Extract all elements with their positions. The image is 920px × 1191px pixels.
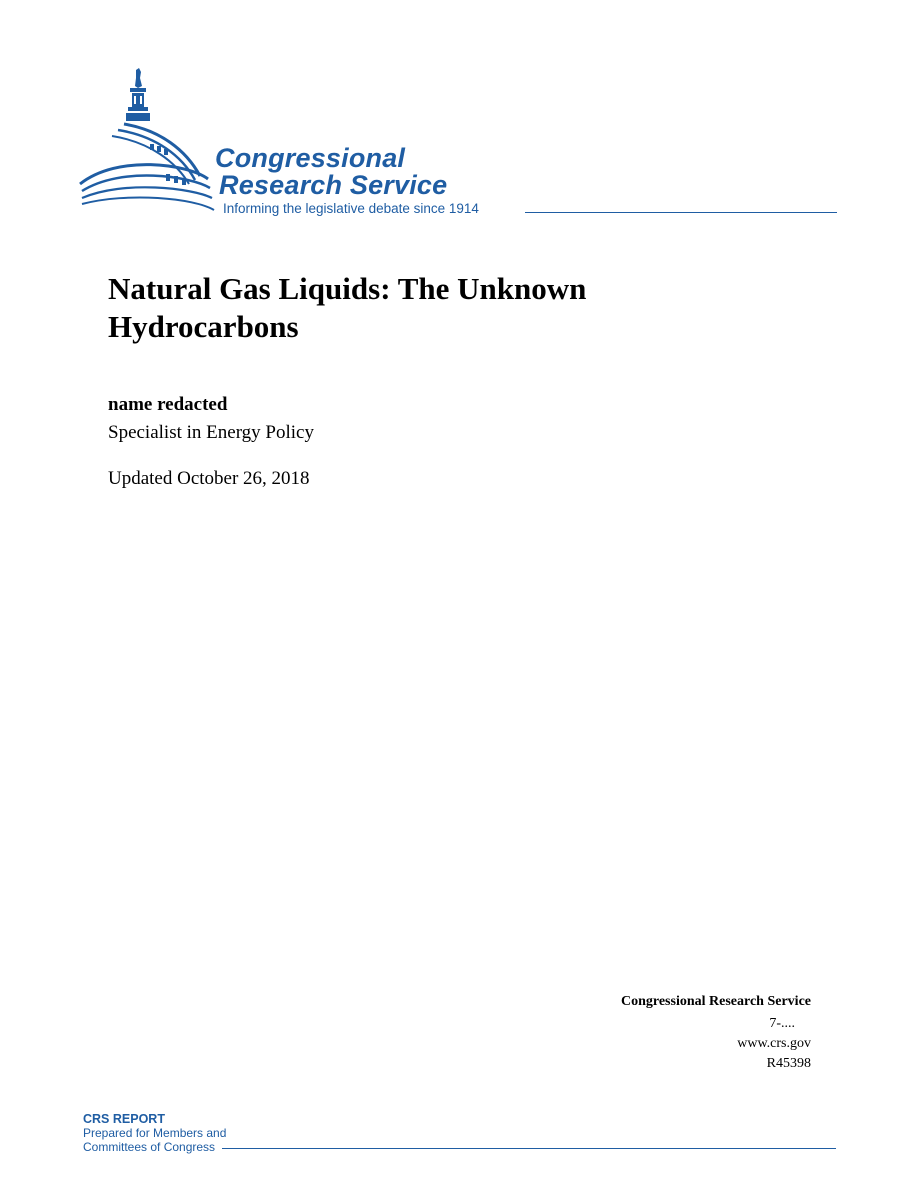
report-title: Natural Gas Liquids: The Unknown Hydrocarbons [108,271,587,344]
publisher-phone: 7-.... [769,1016,795,1031]
footer-label: CRS REPORT [83,1112,165,1126]
tagline-rule [525,212,837,213]
author-role: Specialist in Energy Policy [108,422,314,443]
publisher-block [621,992,811,1074]
org-name-line1: Congressional [215,143,406,173]
crs-logo [78,64,838,224]
footer-report-label [83,1112,226,1154]
footer-rule [222,1148,836,1149]
author-name: name redacted [108,394,228,415]
publisher-website: www.crs.gov [737,1036,811,1051]
report-number: R45398 [766,1056,811,1071]
footer-line1: Prepared for Members and [83,1126,227,1140]
publisher-org: Congressional Research Service [620,994,811,1009]
report-date: Updated October 26, 2018 [108,468,310,489]
org-name-line2: Research Service [219,170,448,200]
tagline: Informing the legislative debate since 1914 [223,201,479,216]
footer-line2: Committees of Congress [83,1140,216,1154]
capitol-dome-icon [78,64,218,219]
